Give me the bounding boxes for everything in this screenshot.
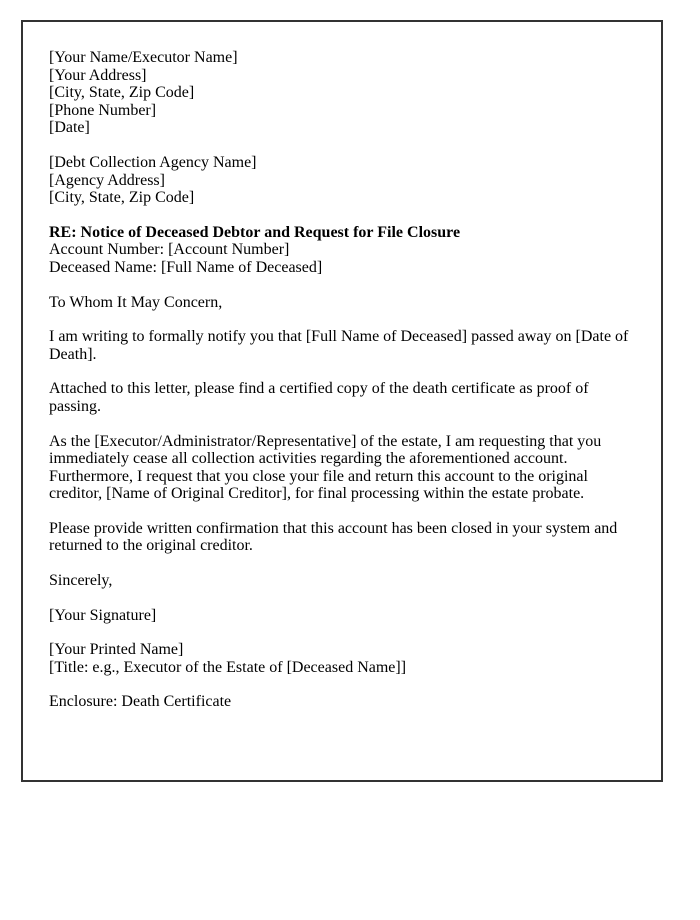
sender-phone-line: [Phone Number] (49, 101, 157, 119)
sender-city-line: [City, State, Zip Code] (49, 84, 195, 102)
subject-account-line: Account Number: [Account Number] (49, 241, 290, 259)
salutation-line: To Whom It May Concern, (49, 293, 223, 311)
enclosure-line: Enclosure: Death Certificate (49, 693, 232, 711)
sender-name-line: [Your Name/Executor Name] (49, 49, 238, 66)
subject-deceased-line: Deceased Name: [Full Name of Deceased] (49, 258, 323, 276)
title-line: [Title: e.g., Executor of the Estate of [Deceased Name]] (49, 658, 407, 676)
subject-block (49, 224, 633, 277)
recipient-address-block (49, 154, 633, 207)
letter-document (21, 20, 663, 782)
recipient-agency-name-line: [Debt Collection Agency Name] (49, 153, 257, 171)
body-paragraph-4: Please provide written confirmation that this account has been closed in your system and returned to the original creditor. (49, 519, 618, 555)
sender-date-line: [Date] (49, 119, 90, 137)
body-paragraph-3: As the [Executor/Administrator/Representative] of the estate, I am requesting that you immediately cease all collection activities regarding the aforementioned account. Furthermore, I request that you close your file and return this account to the original creditor, [Name of Original Creditor], for final processing within the estate probate. (49, 432, 602, 503)
closing-line: Sincerely, (49, 572, 113, 590)
subject-re-line: RE: Notice of Deceased Debtor and Request for File Closure (49, 223, 461, 241)
signature-placeholder-line: [Your Signature] (49, 606, 157, 624)
body-paragraph-2: Attached to this letter, please find a certified copy of the death certificate as proof of passing. (49, 380, 589, 415)
body-paragraph-1: I am writing to formally notify you that [Full Name of Deceased] passed away on [Date of Death]. (49, 328, 629, 363)
printed-name-line: [Your Printed Name] (49, 641, 184, 659)
sender-address-line: [Your Address] (49, 66, 147, 84)
recipient-agency-address-line: [Agency Address] (49, 171, 165, 189)
recipient-agency-city-line: [City, State, Zip Code] (49, 189, 195, 207)
signature-block (49, 641, 633, 676)
sender-address-block (49, 49, 633, 137)
